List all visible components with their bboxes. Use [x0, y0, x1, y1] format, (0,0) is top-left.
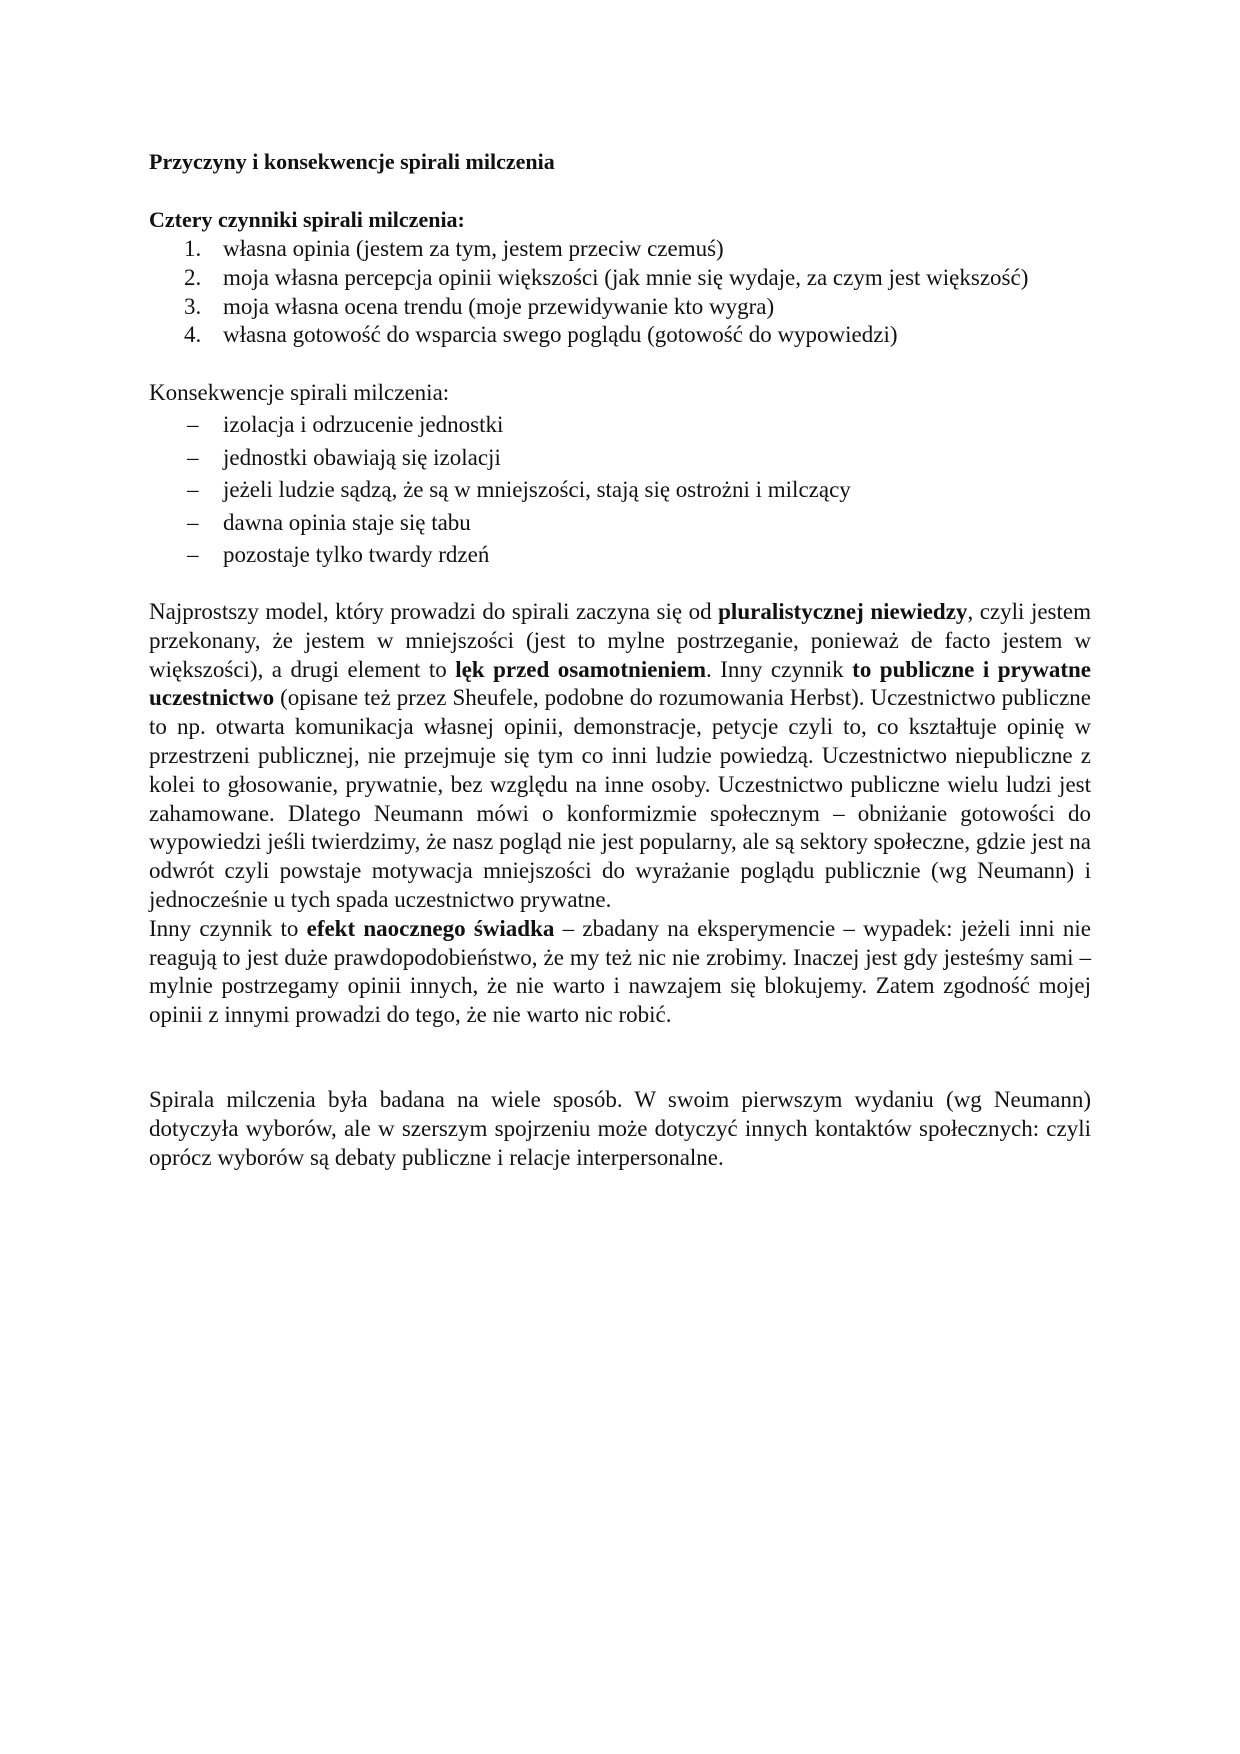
text-run: (opisane też przez Sheufele, podobne do rozumowania Herbst). Uczestnictwo publiczne to np. otwarta komunikacja własnej opinii, demonstracje, petycje czyli to, co kształtuje opinię w przestrzeni publicznej, nie przejmuje się tym co inni ludzie powiedzą. Uczestnictwo niepubliczne z kolei to głosowanie, prywatnie, bez względu na inne osoby. Uczestnictwo publiczne wielu ludzi jest zahamowane. Dlatego Neumann mówi o konformizmie społecznym – obniżanie gotowości do wypowiedzi jeśli twierdzimy, że nasz pogląd nie jest popularny, ale są sektory społeczne, gdzie jest na odwrót czyli powstaje motywacja mniejszości do wyrażanie poglądu publicznie (wg Neumann) i jednocześnie u tych spada uczestnictwo prywatne. [149, 685, 1091, 912]
list-text: własna gotowość do wsparcia swego poglądu (gotowość do wypowiedzi) [223, 322, 898, 348]
text-run: . Inny czynnik [705, 656, 853, 682]
list-item [149, 409, 1091, 442]
text-run: Najprostszy model, który prowadzi do spirali zaczyna się od [149, 599, 719, 624]
list-item [149, 235, 1091, 264]
list-item [149, 321, 1091, 350]
list-text: jednostki obawiają się izolacji [223, 444, 501, 470]
paragraph-bystander-effect [149, 915, 1091, 1030]
list-text: moja własna percepcja opinii większości (jak mnie się wydaje, za czym jest większość) [223, 264, 1029, 290]
paragraph-pluralistic-ignorance [149, 598, 1091, 915]
dash-bullet-icon: – [187, 412, 199, 437]
body-text [149, 598, 1091, 1030]
bold-term: to publiczne i prywatne uczestnictwo [149, 656, 1091, 711]
list-text: dawna opinia staje się tabu [223, 509, 471, 535]
text-run: , czyli jestem przekonany, że jestem w mniejszości (jest to mylne postrzeganie, ponieważ de facto jestem w większości), a drugi element to [149, 599, 1091, 682]
list-number: 2. [184, 264, 202, 290]
list-item [149, 293, 1091, 322]
list-item [149, 264, 1091, 293]
list-number: 1. [184, 236, 202, 261]
factors-heading: Cztery czynniki spirali milczenia: [149, 207, 465, 232]
bold-term: efekt naocznego świadka [306, 915, 555, 941]
factors-list [149, 235, 1091, 350]
list-number: 4. [184, 322, 202, 348]
consequences-heading: Konsekwencje spirali milczenia: [149, 380, 450, 405]
list-number: 3. [184, 293, 202, 319]
dash-bullet-icon: – [187, 444, 199, 470]
bold-term: lęk przed osamotnieniem [455, 656, 706, 682]
dash-bullet-icon: – [187, 509, 199, 535]
consequences-list [149, 409, 1091, 572]
list-text: moja własna ocena trendu (moje przewidywanie kto wygra) [223, 293, 775, 319]
dash-bullet-icon: – [187, 542, 199, 567]
text-run: Inny czynnik to [149, 915, 307, 941]
bold-term: pluralistycznej niewiedzy [718, 599, 968, 624]
document-title: Przyczyny i konsekwencje spirali milczenia [149, 149, 555, 174]
list-text: jeżeli ludzie sądzą, że są w mniejszości, stają się ostrożni i milczący [223, 477, 851, 502]
dash-bullet-icon: – [187, 477, 199, 502]
list-text: izolacja i odrzucenie jednostki [223, 412, 504, 437]
paragraph-research: Spirala milczenia była badana na wiele sposób. W swoim pierwszym wydaniu (wg Neumann) dotyczyła wyborów, ale w szerszym spojrzeniu może dotyczyć innych kontaktów społecznych: czyli oprócz wyborów są debaty publiczne i relacje interpersonalne. [149, 1087, 1091, 1170]
body-text-2 [149, 1086, 1091, 1172]
list-item [149, 442, 1091, 475]
list-item [149, 474, 1091, 507]
list-item [149, 539, 1091, 572]
list-item [149, 507, 1091, 540]
list-text: pozostaje tylko twardy rdzeń [223, 542, 490, 567]
text-run: – zbadany na eksperymencie – wypadek: jeżeli inni nie reagują to jest duże prawdopodobieństwo, że my też nic nie zrobimy. Inaczej jest gdy jesteśmy sami – mylnie postrzegamy opinii innych, że nie warto i nawzajem się blokujemy. Zatem zgodność mojej opinii z innymi prowadzi do tego, że nie warto nic robić. [149, 915, 1091, 1028]
list-text: własna opinia (jestem za tym, jestem przeciw czemuś) [223, 236, 724, 261]
